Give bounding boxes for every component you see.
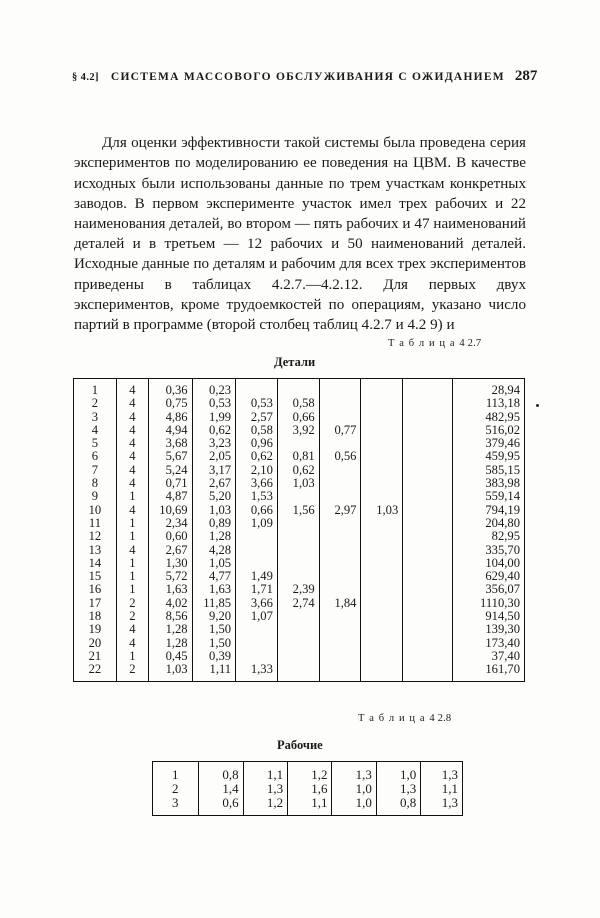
cell-worker-rate-1: 1,4	[198, 781, 243, 796]
cell-operation-1: 2,67	[148, 543, 192, 556]
cell-total: 82,95	[453, 530, 525, 543]
cell-operation-1: 4,87	[148, 490, 192, 503]
cell-operation-3	[236, 623, 278, 636]
cell-operation-5	[319, 464, 361, 477]
cell-part-index: 13	[74, 543, 117, 556]
cell-operation-2: 3,23	[192, 437, 235, 450]
cell-operation-4: 2,39	[277, 583, 319, 596]
cell-batch-count: 1	[116, 557, 148, 570]
cell-operation-2: 2,67	[192, 477, 235, 490]
cell-operation-6	[361, 583, 403, 596]
table-row	[74, 464, 525, 477]
cell-worker-rate-2: 1,3	[243, 781, 287, 796]
cell-batch-count: 4	[116, 464, 148, 477]
cell-operation-6	[361, 610, 403, 623]
cell-operation-6	[361, 663, 403, 682]
cell-operation-2: 4,28	[192, 543, 235, 556]
cell-operation-7	[403, 650, 453, 663]
cell-operation-1: 4,94	[148, 424, 192, 437]
cell-total: 559,14	[453, 490, 525, 503]
table-row	[74, 397, 525, 410]
cell-operation-3	[236, 379, 278, 398]
table-row	[74, 583, 525, 596]
cell-operation-7	[403, 504, 453, 517]
cell-total: 629,40	[453, 570, 525, 583]
cell-total: 585,15	[453, 464, 525, 477]
cell-part-index: 11	[74, 517, 117, 530]
cell-operation-3	[236, 650, 278, 663]
cell-operation-6	[361, 379, 403, 398]
cell-operation-2: 1,11	[192, 663, 235, 682]
cell-operation-2: 2,05	[192, 450, 235, 463]
cell-operation-1: 0,36	[148, 379, 192, 398]
cell-operation-1: 3,68	[148, 437, 192, 450]
cell-operation-4	[277, 623, 319, 636]
cell-operation-5: 1,84	[319, 597, 361, 610]
cell-batch-count: 4	[116, 379, 148, 398]
table-details-caption-number: 4 2.7	[459, 338, 482, 349]
cell-worker-rate-5: 1,3	[376, 781, 420, 796]
cell-operation-7	[403, 450, 453, 463]
cell-operation-7	[403, 464, 453, 477]
cell-operation-2: 1,63	[192, 583, 235, 596]
cell-total: 113,18	[453, 397, 525, 410]
cell-part-index: 10	[74, 504, 117, 517]
table-row	[74, 379, 525, 398]
table-row	[74, 490, 525, 503]
cell-operation-5	[319, 397, 361, 410]
cell-operation-4	[277, 650, 319, 663]
cell-operation-6	[361, 570, 403, 583]
cell-total: 516,02	[453, 424, 525, 437]
cell-batch-count: 4	[116, 411, 148, 424]
table-details-caption	[388, 338, 481, 349]
cell-operation-5	[319, 437, 361, 450]
cell-operation-6	[361, 557, 403, 570]
cell-batch-count: 4	[116, 543, 148, 556]
cell-operation-7	[403, 379, 453, 398]
cell-operation-3	[236, 543, 278, 556]
scan-speck	[536, 404, 539, 407]
cell-part-index: 4	[74, 424, 117, 437]
cell-operation-3: 1,09	[236, 517, 278, 530]
table-row	[74, 557, 525, 570]
cell-batch-count: 1	[116, 517, 148, 530]
cell-operation-6	[361, 411, 403, 424]
cell-batch-count: 4	[116, 623, 148, 636]
cell-operation-6	[361, 464, 403, 477]
cell-worker-rate-1: 0,6	[198, 796, 243, 816]
cell-operation-5	[319, 583, 361, 596]
cell-operation-1: 0,60	[148, 530, 192, 543]
cell-worker-rate-4: 1,3	[332, 762, 376, 782]
cell-operation-5	[319, 570, 361, 583]
cell-operation-6	[361, 397, 403, 410]
cell-operation-6	[361, 650, 403, 663]
cell-operation-5	[319, 637, 361, 650]
cell-operation-7	[403, 583, 453, 596]
cell-operation-1: 0,45	[148, 650, 192, 663]
cell-operation-6	[361, 597, 403, 610]
cell-operation-2: 1,50	[192, 623, 235, 636]
cell-operation-7	[403, 397, 453, 410]
cell-operation-1: 1,30	[148, 557, 192, 570]
cell-total: 794,19	[453, 504, 525, 517]
table-row	[74, 450, 525, 463]
cell-operation-7	[403, 610, 453, 623]
cell-operation-4	[277, 610, 319, 623]
cell-part-index: 7	[74, 464, 117, 477]
cell-total: 104,00	[453, 557, 525, 570]
table-workers-caption-label: Т а б л и ц а	[358, 713, 426, 724]
cell-operation-5	[319, 411, 361, 424]
cell-operation-1: 4,02	[148, 597, 192, 610]
cell-batch-count: 2	[116, 610, 148, 623]
cell-total: 139,30	[453, 623, 525, 636]
cell-part-index: 17	[74, 597, 117, 610]
cell-operation-1: 5,67	[148, 450, 192, 463]
cell-operation-2: 0,23	[192, 379, 235, 398]
cell-operation-5: 0,56	[319, 450, 361, 463]
section-mark: § 4.2]	[72, 72, 99, 83]
cell-operation-5	[319, 543, 361, 556]
cell-operation-4	[277, 517, 319, 530]
cell-operation-7	[403, 477, 453, 490]
table-details-body	[74, 379, 525, 682]
running-head	[72, 68, 538, 90]
cell-batch-count: 4	[116, 477, 148, 490]
cell-batch-count: 1	[116, 583, 148, 596]
cell-operation-3: 2,10	[236, 464, 278, 477]
cell-operation-1: 10,69	[148, 504, 192, 517]
cell-worker-rate-3: 1,6	[288, 781, 332, 796]
cell-operation-1: 8,56	[148, 610, 192, 623]
cell-worker-rate-2: 1,2	[243, 796, 287, 816]
cell-part-index: 12	[74, 530, 117, 543]
cell-operation-7	[403, 437, 453, 450]
cell-part-index: 5	[74, 437, 117, 450]
cell-part-index: 21	[74, 650, 117, 663]
cell-operation-4: 3,92	[277, 424, 319, 437]
running-title: СИСТЕМА МАССОВОГО ОБСЛУЖИВАНИЯ С ОЖИДАНИЕМ	[110, 71, 505, 83]
cell-batch-count: 4	[116, 397, 148, 410]
cell-total: 204,80	[453, 517, 525, 530]
cell-operation-1: 5,24	[148, 464, 192, 477]
cell-operation-1: 5,72	[148, 570, 192, 583]
cell-worker-rate-6: 1,3	[421, 796, 463, 816]
cell-worker-index: 1	[153, 762, 199, 782]
table-row	[74, 424, 525, 437]
cell-batch-count: 4	[116, 437, 148, 450]
cell-part-index: 18	[74, 610, 117, 623]
cell-operation-6: 1,03	[361, 504, 403, 517]
cell-operation-7	[403, 517, 453, 530]
cell-operation-1: 1,63	[148, 583, 192, 596]
cell-part-index: 8	[74, 477, 117, 490]
cell-operation-5	[319, 379, 361, 398]
cell-operation-5: 2,97	[319, 504, 361, 517]
cell-operation-7	[403, 543, 453, 556]
cell-operation-3: 1,71	[236, 583, 278, 596]
cell-worker-rate-6: 1,1	[421, 781, 463, 796]
cell-operation-4	[277, 490, 319, 503]
cell-operation-7	[403, 623, 453, 636]
table-row	[74, 543, 525, 556]
page-number: 287	[514, 68, 538, 84]
cell-part-index: 2	[74, 397, 117, 410]
cell-batch-count: 4	[116, 504, 148, 517]
cell-batch-count: 1	[116, 490, 148, 503]
cell-total: 379,46	[453, 437, 525, 450]
cell-operation-2: 11,85	[192, 597, 235, 610]
cell-operation-2: 9,20	[192, 610, 235, 623]
cell-part-index: 19	[74, 623, 117, 636]
table-row	[74, 411, 525, 424]
cell-part-index: 1	[74, 379, 117, 398]
cell-operation-4	[277, 379, 319, 398]
cell-operation-7	[403, 490, 453, 503]
cell-total: 37,40	[453, 650, 525, 663]
cell-total: 173,40	[453, 637, 525, 650]
cell-operation-6	[361, 543, 403, 556]
cell-worker-rate-6: 1,3	[421, 762, 463, 782]
cell-operation-6	[361, 450, 403, 463]
table-row	[153, 762, 463, 782]
cell-operation-6	[361, 490, 403, 503]
cell-operation-4	[277, 543, 319, 556]
cell-operation-4: 0,62	[277, 464, 319, 477]
cell-batch-count: 1	[116, 570, 148, 583]
cell-part-index: 20	[74, 637, 117, 650]
cell-operation-3: 0,96	[236, 437, 278, 450]
cell-part-index: 3	[74, 411, 117, 424]
cell-operation-2: 5,20	[192, 490, 235, 503]
cell-batch-count: 4	[116, 424, 148, 437]
cell-operation-7	[403, 663, 453, 682]
cell-operation-3: 1,33	[236, 663, 278, 682]
table-workers	[152, 761, 463, 816]
cell-operation-6	[361, 424, 403, 437]
cell-operation-4: 0,81	[277, 450, 319, 463]
cell-operation-7	[403, 530, 453, 543]
cell-operation-7	[403, 597, 453, 610]
cell-operation-3	[236, 530, 278, 543]
cell-worker-index: 3	[153, 796, 199, 816]
table-workers-caption	[358, 713, 451, 724]
cell-total: 383,98	[453, 477, 525, 490]
cell-operation-7	[403, 424, 453, 437]
cell-operation-7	[403, 637, 453, 650]
cell-operation-1: 1,03	[148, 663, 192, 682]
body-paragraph: Для оценки эффективности такой системы была проведена серия экспериментов по моделированию ее поведения на ЦВМ. В качестве исходных были использованы данные по трем участкам конкретных заводов. В первом эксперименте участок имел трех рабочих и 22 наименования деталей, во втором — пять рабочих и 47 наименований деталей и в третьем — 12 рабочих и 50 наименований деталей. Исходные данные по деталям и рабочим для всех трех экспериментов приведены в таблицах 4.2.7.—4.2.12. Для первых двух экспериментов, кроме трудоемкостей по операциям, указано число партий в программе (второй столбец таблиц 4.2.7 и 4.2 9) и	[74, 135, 526, 333]
table-workers-body	[153, 762, 463, 816]
cell-batch-count: 2	[116, 663, 148, 682]
cell-worker-rate-5: 1,0	[376, 762, 420, 782]
cell-operation-3: 3,66	[236, 597, 278, 610]
cell-worker-rate-2: 1,1	[243, 762, 287, 782]
cell-operation-1: 4,86	[148, 411, 192, 424]
cell-total: 482,95	[453, 411, 525, 424]
cell-operation-7	[403, 557, 453, 570]
cell-operation-4	[277, 437, 319, 450]
cell-total: 28,94	[453, 379, 525, 398]
cell-operation-5	[319, 663, 361, 682]
table-row	[153, 781, 463, 796]
cell-operation-7	[403, 411, 453, 424]
cell-total: 356,07	[453, 583, 525, 596]
cell-operation-3: 0,62	[236, 450, 278, 463]
cell-operation-4: 1,03	[277, 477, 319, 490]
table-row	[153, 796, 463, 816]
table-row	[74, 650, 525, 663]
cell-operation-2: 1,28	[192, 530, 235, 543]
table-row	[74, 663, 525, 682]
table-row	[74, 530, 525, 543]
cell-operation-3: 1,49	[236, 570, 278, 583]
cell-operation-5	[319, 650, 361, 663]
cell-operation-4	[277, 663, 319, 682]
cell-operation-3: 3,66	[236, 477, 278, 490]
table-row	[74, 437, 525, 450]
cell-worker-rate-1: 0,8	[198, 762, 243, 782]
table-details-caption-label: Т а б л и ц а	[388, 338, 456, 349]
cell-operation-3: 1,07	[236, 610, 278, 623]
cell-operation-3: 1,53	[236, 490, 278, 503]
cell-operation-4: 0,66	[277, 411, 319, 424]
table-row	[74, 570, 525, 583]
cell-operation-2: 0,39	[192, 650, 235, 663]
cell-batch-count: 4	[116, 637, 148, 650]
cell-operation-5	[319, 490, 361, 503]
cell-part-index: 6	[74, 450, 117, 463]
cell-operation-4	[277, 530, 319, 543]
table-details-heading: Детали	[274, 355, 316, 369]
cell-part-index: 22	[74, 663, 117, 682]
cell-part-index: 14	[74, 557, 117, 570]
cell-part-index: 16	[74, 583, 117, 596]
cell-batch-count: 2	[116, 597, 148, 610]
cell-part-index: 15	[74, 570, 117, 583]
cell-operation-2: 0,62	[192, 424, 235, 437]
cell-operation-2: 3,17	[192, 464, 235, 477]
cell-operation-4	[277, 637, 319, 650]
cell-operation-1: 0,75	[148, 397, 192, 410]
cell-operation-4: 2,74	[277, 597, 319, 610]
cell-worker-index: 2	[153, 781, 199, 796]
table-row	[74, 597, 525, 610]
cell-operation-5	[319, 557, 361, 570]
cell-operation-5	[319, 517, 361, 530]
cell-operation-2: 0,89	[192, 517, 235, 530]
cell-operation-4	[277, 570, 319, 583]
cell-operation-1: 0,71	[148, 477, 192, 490]
table-row	[74, 623, 525, 636]
cell-operation-3	[236, 637, 278, 650]
cell-operation-7	[403, 570, 453, 583]
cell-operation-3: 2,57	[236, 411, 278, 424]
cell-operation-6	[361, 530, 403, 543]
cell-operation-4: 0,58	[277, 397, 319, 410]
cell-operation-5	[319, 623, 361, 636]
cell-worker-rate-3: 1,2	[288, 762, 332, 782]
cell-operation-2: 1,99	[192, 411, 235, 424]
cell-operation-6	[361, 637, 403, 650]
cell-operation-3: 0,66	[236, 504, 278, 517]
cell-operation-4	[277, 557, 319, 570]
cell-operation-2: 1,03	[192, 504, 235, 517]
cell-worker-rate-4: 1,0	[332, 781, 376, 796]
cell-operation-5	[319, 530, 361, 543]
cell-total: 161,70	[453, 663, 525, 682]
cell-worker-rate-3: 1,1	[288, 796, 332, 816]
cell-total: 459,95	[453, 450, 525, 463]
cell-operation-5	[319, 610, 361, 623]
cell-total: 1110,30	[453, 597, 525, 610]
cell-batch-count: 4	[116, 450, 148, 463]
cell-operation-6	[361, 437, 403, 450]
table-row	[74, 610, 525, 623]
table-workers-heading: Рабочие	[277, 738, 323, 752]
table-row	[74, 637, 525, 650]
cell-operation-1: 1,28	[148, 637, 192, 650]
table-row	[74, 477, 525, 490]
table-row	[74, 517, 525, 530]
cell-operation-2: 4,77	[192, 570, 235, 583]
cell-batch-count: 1	[116, 650, 148, 663]
cell-worker-rate-4: 1,0	[332, 796, 376, 816]
cell-operation-6	[361, 517, 403, 530]
cell-operation-3	[236, 557, 278, 570]
cell-operation-5: 0,77	[319, 424, 361, 437]
cell-part-index: 9	[74, 490, 117, 503]
cell-operation-4: 1,56	[277, 504, 319, 517]
table-row	[74, 504, 525, 517]
cell-operation-5	[319, 477, 361, 490]
cell-total: 335,70	[453, 543, 525, 556]
cell-operation-2: 0,53	[192, 397, 235, 410]
cell-total: 914,50	[453, 610, 525, 623]
cell-operation-1: 2,34	[148, 517, 192, 530]
cell-worker-rate-5: 0,8	[376, 796, 420, 816]
cell-operation-3: 0,58	[236, 424, 278, 437]
cell-operation-6	[361, 477, 403, 490]
table-workers-caption-number: 4 2.8	[429, 713, 452, 724]
table-details	[73, 378, 525, 682]
cell-operation-1: 1,28	[148, 623, 192, 636]
cell-batch-count: 1	[116, 530, 148, 543]
cell-operation-2: 1,05	[192, 557, 235, 570]
cell-operation-6	[361, 623, 403, 636]
cell-operation-2: 1,50	[192, 637, 235, 650]
cell-operation-3: 0,53	[236, 397, 278, 410]
